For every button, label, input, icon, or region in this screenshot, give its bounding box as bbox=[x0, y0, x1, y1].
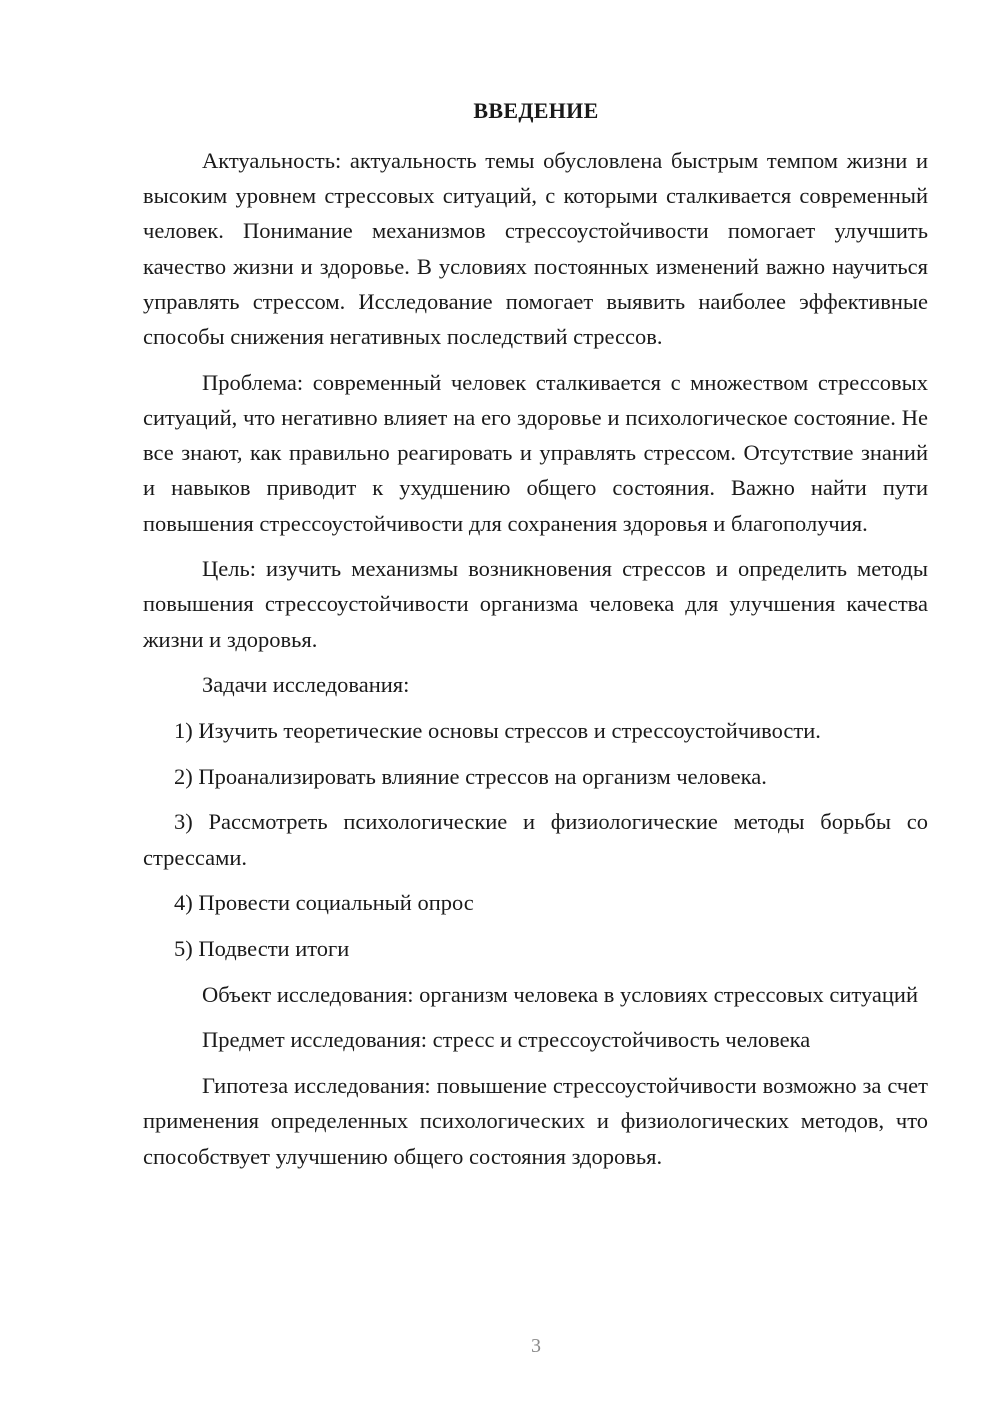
task-item: 4) Провести социальный опрос bbox=[174, 890, 474, 916]
paragraph-hypothesis: Гипотеза исследования: повышение стрессоустойчивости возможно за счет применения определенных психологических и физиологических методов, что способствует улучшению общего состояния здоровья. bbox=[143, 1073, 928, 1169]
task-item: 3) Рассмотреть психологические и физиологические методы борьбы со стрессами. bbox=[143, 809, 928, 870]
paragraph-relevance: Актуальность: актуальность темы обусловлена быстрым темпом жизни и высоким уровнем стрессовых ситуаций, с которыми сталкивается современный человек. Понимание механизмов стрессоустойчивости помогает улучшить качество жизни и здоровье. В условиях постоянных изменений важно научиться управлять стрессом. Исследование помогает выявить наиболее эффективные способы снижения негативных последствий стрессов. bbox=[143, 148, 928, 350]
paragraph-problem: Проблема: современный человек сталкивается с множеством стрессовых ситуаций, что негативно влияет на его здоровье и психологическое состояние. Не все знают, как правильно реагировать и управлять стрессом. Отсутствие знаний и навыков приводит к ухудшению общего состояния. Важно найти пути повышения стрессоустойчивости для сохранения здоровья и благополучия. bbox=[143, 369, 928, 536]
body-text bbox=[143, 143, 928, 1184]
paragraph-goal: Цель: изучить механизмы возникновения стрессов и определить методы повышения стрессоустойчивости организма человека для улучшения качества жизни и здоровья. bbox=[143, 556, 928, 652]
page-number: 3 bbox=[531, 1335, 541, 1357]
task-item: 2) Проанализировать влияние стрессов на организм человека. bbox=[174, 763, 767, 789]
task-item: 5) Подвести итоги bbox=[174, 936, 350, 962]
task-item: 1) Изучить теоретические основы стрессов и стрессоустойчивости. bbox=[174, 718, 821, 744]
section-title: ВВЕДЕНИЕ bbox=[473, 98, 599, 123]
paragraph-subject: Предмет исследования: стресс и стрессоустойчивость человека bbox=[202, 1027, 811, 1053]
tasks-heading: Задачи исследования: bbox=[202, 672, 410, 698]
paragraph-object: Объект исследования: организм человека в условиях стрессовых ситуаций bbox=[202, 981, 919, 1007]
